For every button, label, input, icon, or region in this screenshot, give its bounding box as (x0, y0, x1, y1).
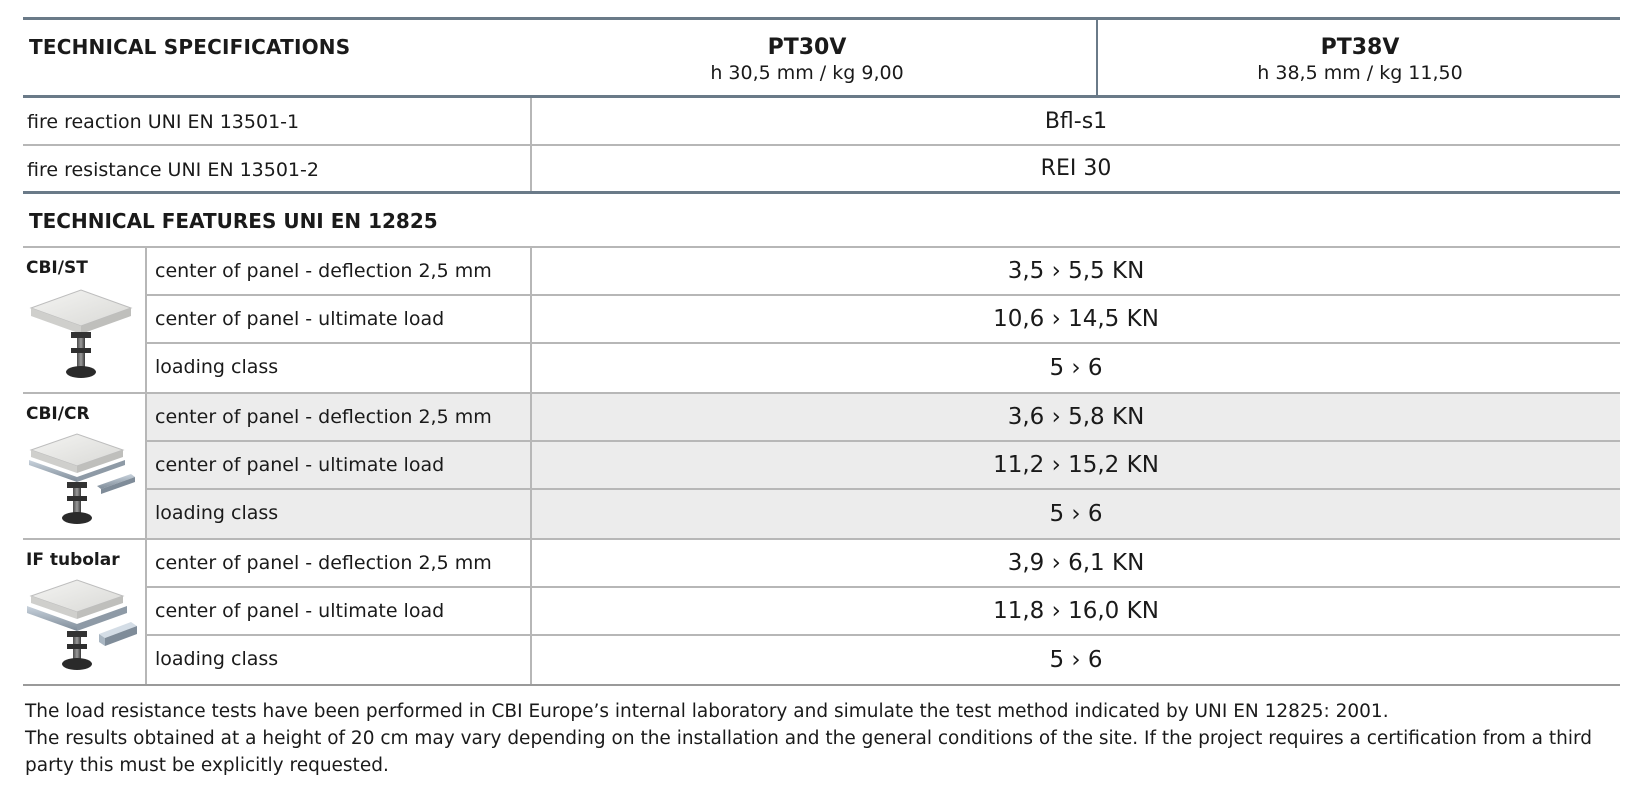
row-label: loading class (155, 356, 279, 378)
pedestal-stringer-icon (27, 428, 139, 528)
group-label-cell (23, 248, 147, 392)
row-value: 3,9 › 6,1 KN (530, 540, 1620, 586)
feature-row (147, 394, 1620, 442)
feature-group-cbi-st (23, 248, 1620, 394)
features-title: TECHNICAL FEATURES UNI EN 12825 (29, 209, 438, 233)
features-header (23, 194, 1620, 248)
row-label: center of panel - ultimate load (155, 454, 445, 476)
group-name: IF tubolar (26, 550, 120, 570)
feature-row (147, 344, 1620, 392)
product-desc: h 30,5 mm / kg 9,00 (710, 62, 904, 84)
row-value: Bfl-s1 (530, 98, 1620, 144)
group-name: CBI/CR (26, 404, 90, 424)
row-label: fire resistance UNI EN 13501-2 (27, 159, 319, 181)
row-value: 11,8 › 16,0 KN (530, 588, 1620, 634)
row-label: loading class (155, 648, 279, 670)
row-value: 5 › 6 (530, 344, 1620, 392)
feature-row (147, 248, 1620, 296)
row-label: center of panel - deflection 2,5 mm (155, 552, 492, 574)
fire-resistance-row (23, 146, 1620, 194)
feature-row (147, 490, 1620, 538)
footnote-line: The results obtained at a height of 20 cm may vary depending on the installation and the general conditions of the site. If the project requires a certification from a third party this must be explicitly requested. (25, 728, 1593, 776)
product-name: PT38V (1320, 35, 1400, 60)
product-column-pt30v (518, 20, 1096, 95)
row-value: 3,6 › 5,8 KN (530, 394, 1620, 440)
row-label: fire reaction UNI EN 13501-1 (27, 111, 300, 133)
row-value: 10,6 › 14,5 KN (530, 296, 1620, 342)
group-label-cell (23, 540, 147, 684)
feature-row (147, 636, 1620, 684)
spec-header (23, 17, 1620, 98)
feature-row (147, 540, 1620, 588)
row-value: 11,2 › 15,2 KN (530, 442, 1620, 488)
row-label: center of panel - deflection 2,5 mm (155, 260, 492, 282)
pedestal-tubular-stringer-icon (27, 574, 139, 674)
feature-row (147, 588, 1620, 636)
spec-title: TECHNICAL SPECIFICATIONS (29, 35, 351, 59)
group-label-cell (23, 394, 147, 538)
product-column-pt38v (1096, 20, 1622, 95)
group-name: CBI/ST (26, 258, 88, 278)
row-value: 5 › 6 (530, 490, 1620, 538)
pedestal-panel-icon (27, 282, 137, 382)
feature-row (147, 296, 1620, 344)
row-value: REI 30 (530, 146, 1620, 191)
row-label: center of panel - deflection 2,5 mm (155, 406, 492, 428)
row-label: center of panel - ultimate load (155, 600, 445, 622)
row-label: center of panel - ultimate load (155, 308, 445, 330)
feature-group-if-tubolar (23, 540, 1620, 686)
footnote (23, 698, 1620, 779)
footnote-line: The load resistance tests have been performed in CBI Europe’s internal laboratory and simulate the test method indicated by UNI EN 12825: 2001. (25, 701, 1389, 722)
product-desc: h 38,5 mm / kg 11,50 (1257, 62, 1463, 84)
row-value: 5 › 6 (530, 636, 1620, 684)
fire-reaction-row (23, 98, 1620, 146)
row-label: loading class (155, 502, 279, 524)
feature-group-cbi-cr (23, 394, 1620, 540)
product-name: PT30V (767, 35, 847, 60)
feature-row (147, 442, 1620, 490)
row-value: 3,5 › 5,5 KN (530, 248, 1620, 294)
spec-sheet (23, 17, 1620, 779)
